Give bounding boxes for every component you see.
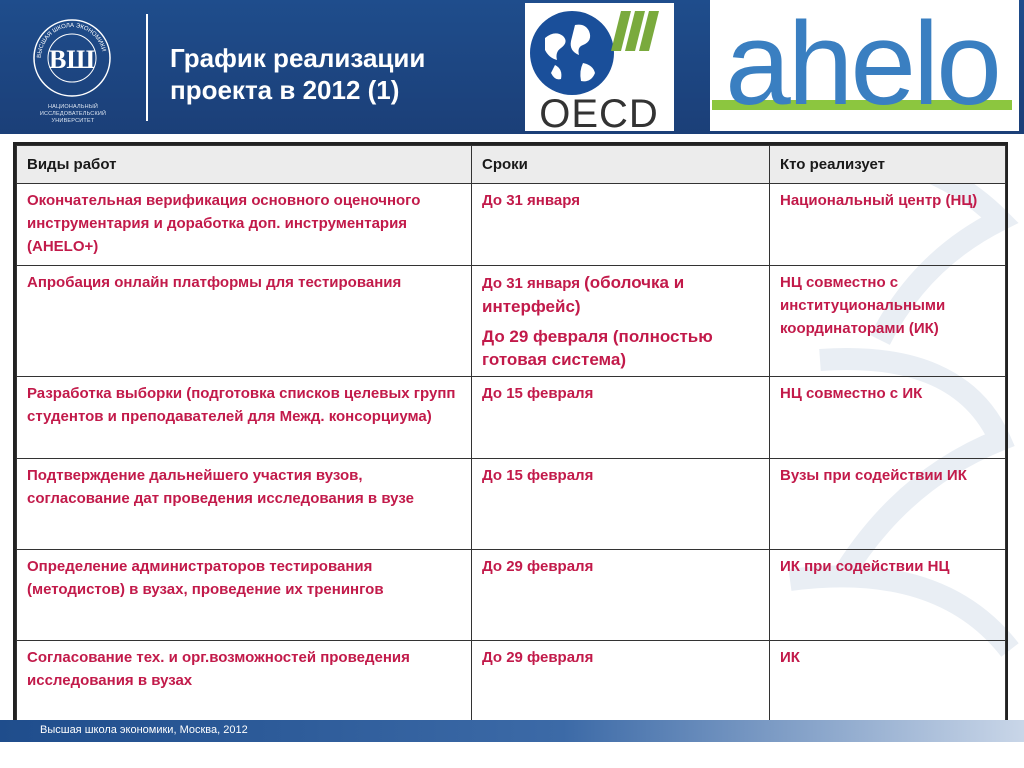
- hse-logo: [18, 14, 128, 124]
- schedule-table: [13, 142, 1008, 728]
- column-header-responsible: Кто реализует: [770, 146, 1006, 184]
- header-divider: [146, 14, 148, 121]
- cell-responsible: Вузы при содействии ИК: [770, 459, 1006, 550]
- cell-work: Определение администраторов тестирования (методистов) в вузах, проведение их тренингов: [17, 550, 472, 641]
- table-row: [17, 459, 1006, 550]
- hse-seal-icon: [32, 18, 112, 98]
- cell-work: Разработка выборки (подготовка списков целевых групп студентов и преподавателей для Межд. консорциума): [17, 377, 472, 459]
- cell-work: Апробация онлайн платформы для тестирования: [17, 266, 472, 377]
- table-row: [17, 184, 1006, 266]
- hse-monogram: ВШ: [49, 45, 95, 74]
- cell-work: Подтверждение дальнейшего участия вузов, согласование дат проведения исследования в вузе: [17, 459, 472, 550]
- deadline-first-paragraph: [482, 271, 759, 319]
- cell-deadline: [472, 266, 770, 377]
- cell-deadline: До 29 февраля: [472, 550, 770, 641]
- deadline-date: До 31 января: [482, 275, 580, 292]
- oecd-logo: [525, 3, 674, 131]
- page-title: График реализации проекта в 2012 (1): [170, 43, 426, 105]
- table-row: [17, 266, 1006, 377]
- cell-work: Согласование тех. и орг.возможностей проведения исследования в вузах: [17, 641, 472, 725]
- ahelo-wordmark: [710, 0, 1019, 131]
- footer-band: [0, 720, 1024, 742]
- cell-deadline: До 15 февраля: [472, 377, 770, 459]
- ahelo-logo-text: ahelo: [725, 0, 999, 130]
- cell-deadline: До 29 февраля: [472, 641, 770, 725]
- cell-responsible: ИК при содействии НЦ: [770, 550, 1006, 641]
- cell-deadline: До 15 февраля: [472, 459, 770, 550]
- cell-work: Окончательная верификация основного оценочного инструментария и доработка доп. инструментария (AHELO+): [17, 184, 472, 266]
- cell-deadline: До 31 января: [472, 184, 770, 266]
- oecd-globe-icon: [525, 3, 674, 131]
- oecd-logo-text: OECD: [539, 92, 659, 131]
- hse-ring-text: ВЫСШАЯ ШКОЛА ЭКОНОМИКИ: [36, 22, 107, 59]
- table-row: [17, 377, 1006, 459]
- cell-responsible: НЦ совместно с институциональными координаторами (ИК): [770, 266, 1006, 377]
- cell-responsible: Национальный центр (НЦ): [770, 184, 1006, 266]
- table-row: [17, 641, 1006, 725]
- column-header-work: Виды работ: [17, 146, 472, 184]
- footer-text: Высшая школа экономики, Москва, 2012: [40, 724, 248, 736]
- deadline-note: (оболочка и интерфейс): [482, 273, 685, 316]
- table-row: [17, 550, 1006, 641]
- cell-responsible: ИК: [770, 641, 1006, 725]
- hse-logo-caption: НАЦИОНАЛЬНЫЙ ИССЛЕДОВАТЕЛЬСКИЙ УНИВЕРСИТЕТ: [39, 104, 107, 124]
- table-header-row: [17, 146, 1006, 184]
- column-header-deadline: Сроки: [472, 146, 770, 184]
- ahelo-logo: [710, 0, 1019, 131]
- deadline-second-paragraph: До 29 февраля (полностью готовая система): [482, 327, 713, 369]
- cell-responsible: НЦ совместно с ИК: [770, 377, 1006, 459]
